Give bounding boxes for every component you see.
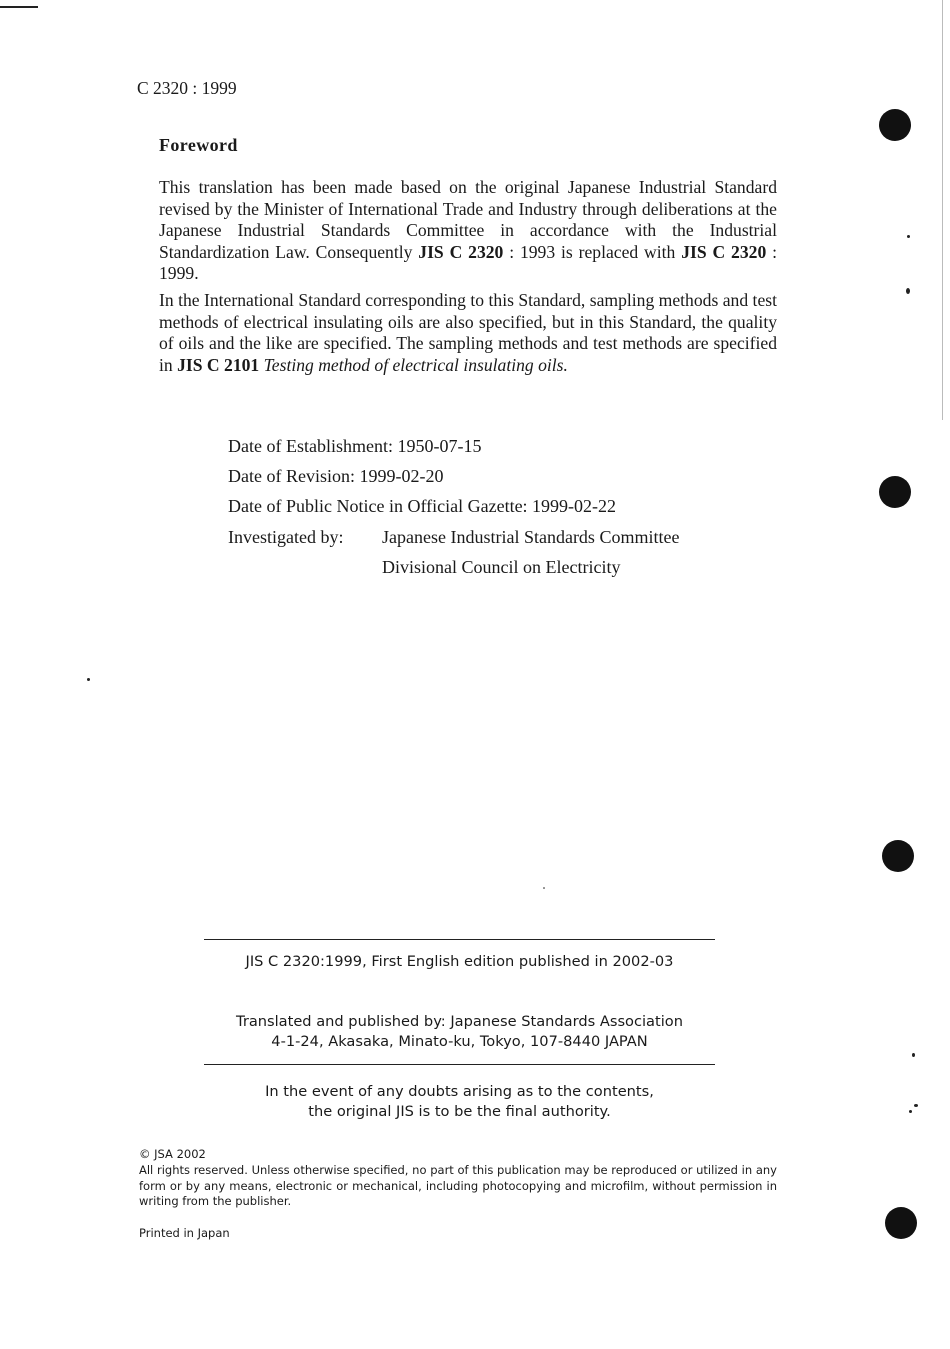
authority-note-line2: the original JIS is to be the final authority. (308, 1103, 611, 1120)
authority-note-line1: In the event of any doubts arising as to the contents, (265, 1083, 654, 1100)
referenced-title: Testing method of electrical insulating oils. (263, 354, 568, 375)
publisher-line: Translated and published by: Japanese Standards Association (236, 1013, 683, 1030)
punch-hole-icon (885, 1207, 917, 1239)
printed-in: Printed in Japan (139, 1226, 230, 1240)
date-revision: Date of Revision: 1999-02-20 (228, 466, 444, 486)
standard-reference-2101: JIS C 2101 (177, 354, 260, 375)
publisher-address: 4-1-24, Akasaka, Minato-ku, Tokyo, 107-8440 JAPAN (271, 1033, 648, 1050)
scan-speck (543, 887, 545, 889)
scan-speck (909, 1110, 912, 1113)
scan-speck (87, 678, 90, 681)
foreword-p1-text-b: : 1993 is replaced with (503, 241, 682, 262)
scan-speck (906, 288, 910, 294)
foreword-p1-text-a: This translation has been made based on the original Japanese Industrial Standard revised by the Minister of International Trade and Industry through deliberations at the Japanese Industrial Standards Committee in accordance with the Industrial Standardization Law. Consequently (159, 177, 777, 262)
edition-statement: JIS C 2320:1999, First English edition published in 2002-03 (245, 953, 674, 970)
scan-speck (914, 1104, 918, 1107)
divider-top (204, 939, 715, 940)
scan-speck (907, 235, 910, 238)
date-establishment: Date of Establishment: 1950-07-15 (228, 436, 482, 456)
standard-reference-old: JIS C 2320 (418, 241, 504, 262)
standard-reference-new: JIS C 2320 (681, 241, 767, 262)
copyright-line: © JSA 2002 (139, 1147, 206, 1161)
date-public-notice: Date of Public Notice in Official Gazette: 1999-02-22 (228, 496, 617, 516)
foreword-paragraph-1 (159, 177, 777, 285)
investigated-label: Investigated by: (228, 527, 344, 547)
foreword-p1-text-c: : 1999. (159, 241, 778, 284)
corner-mark (0, 6, 38, 8)
punch-hole-icon (879, 476, 911, 508)
document-id: C 2320 : 1999 (137, 78, 237, 98)
investigated-council: Divisional Council on Electricity (382, 557, 621, 577)
rights-statement: All rights reserved. Unless otherwise specified, no part of this publication may be reproduced or utilized in any form or by any means, electronic or mechanical, including photocopying and microfilm, without permission in writing from the publisher. (139, 1163, 777, 1208)
scan-speck (912, 1053, 915, 1057)
foreword-heading: Foreword (159, 135, 238, 155)
punch-hole-icon (882, 840, 914, 872)
foreword-p2-text-a: In the International Standard corresponding to this Standard, sampling methods and test methods of electrical insulating oils are also specified, but in this Standard, the quality of oils and the like are specified. The sampling methods and test methods are specified in (159, 290, 777, 375)
investigated-committee: Japanese Industrial Standards Committee (382, 527, 680, 547)
divider-bottom (204, 1064, 715, 1065)
foreword-paragraph-2 (159, 290, 777, 376)
punch-hole-icon (879, 109, 911, 141)
page-edge-line (942, 0, 943, 420)
